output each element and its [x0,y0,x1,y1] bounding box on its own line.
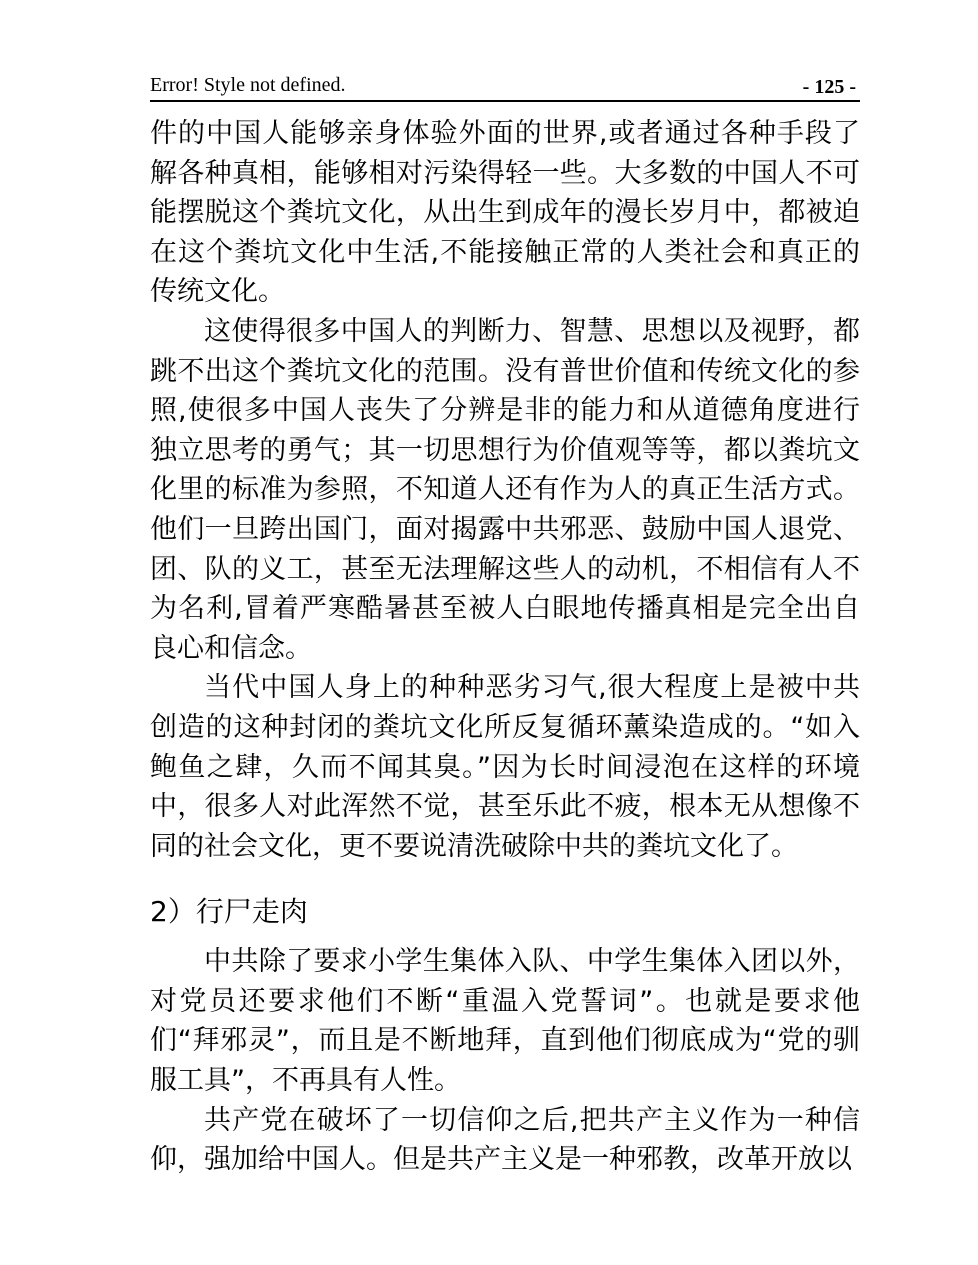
body-text [150,114,860,1180]
document-page [150,70,860,1180]
paragraph: 当代中国人身上的种种恶劣习气,很大程度上是被中共创造的这种封闭的粪坑文化所反复循环薰染造成的。“如入鲍鱼之肆，久而不闻其臭。”因为长时间浸泡在这样的环境中，很多人对此浑然不觉，甚至乐此不疲，根本无从想像不同的社会文化，更不要说清洗破除中共的粪坑文化了。 [150,672,860,862]
paragraph: 共产党在破坏了一切信仰之后,把共产主义作为一种信仰，强加给中国人。但是共产主义是一种邪教，改革开放以 [150,1104,860,1176]
running-title: Error! Style not defined. [150,74,346,96]
paragraph: 中共除了要求小学生集体入队、中学生集体入团以外，对党员还要求他们不断“重温入党誓词”。也就是要求他们“拜邪灵”，而且是不断地拜，直到他们彻底成为“党的驯服工具”，不再具有人性。 [150,946,860,1097]
section-heading: 2）行尸走肉 [150,895,308,929]
page-header [150,70,860,102]
page-number: - 125 - [802,76,856,98]
paragraph: 件的中国人能够亲身体验外面的世界,或者通过各种手段了解各种真相，能够相对污染得轻一些。大多数的中国人不可能摆脱这个粪坑文化，从出生到成年的漫长岁月中，都被迫在这个粪坑文化中生活,不能接触正常的人类社会和真正的传统文化。 [150,118,860,308]
paragraph: 这使得很多中国人的判断力、智慧、思想以及视野，都跳不出这个粪坑文化的范围。没有普世价值和传统文化的参照,使很多中国人丧失了分辨是非的能力和从道德角度进行独立思考的勇气；其一切思想行为价值观等等，都以粪坑文化里的标准为参照，不知道人还有作为人的真正生活方式。他们一旦跨出国门，面对揭露中共邪恶、鼓励中国人退党、团、队的义工，甚至无法理解这些人的动机，不相信有人不为名利,冒着严寒酷暑甚至被人白眼地传播真相是完全出自良心和信念。 [150,315,860,664]
